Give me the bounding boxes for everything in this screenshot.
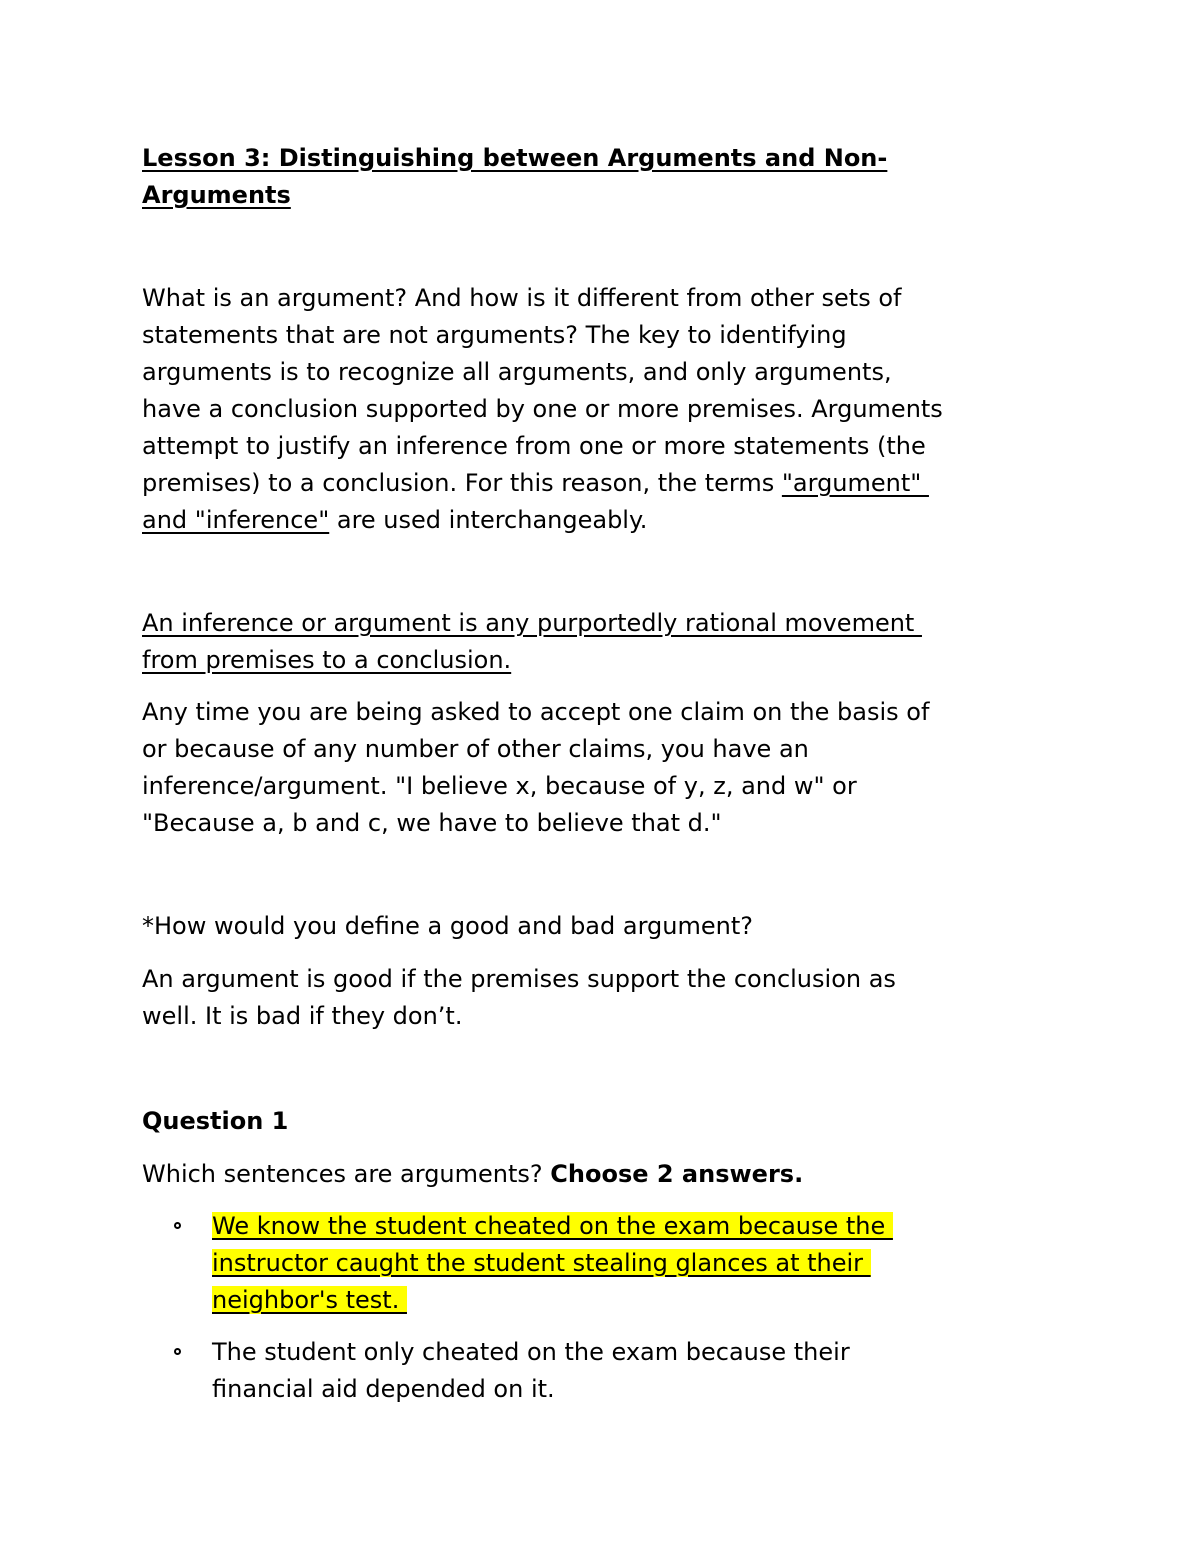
paragraph-line: What is an argument? And how is it different from other sets of bbox=[142, 284, 902, 312]
paragraph-line: attempt to justify an inference from one or more statements (the bbox=[142, 432, 926, 460]
question-text: *How would you define a good and bad argument? bbox=[142, 912, 753, 940]
prompt-line bbox=[142, 1156, 1072, 1193]
question-number: Question 1 bbox=[142, 1107, 289, 1135]
paragraph-line: Any time you are being asked to accept one claim on the basis of bbox=[142, 698, 930, 726]
highlighted-line: neighbor's test. bbox=[212, 1286, 407, 1314]
title-line: Arguments bbox=[142, 181, 291, 209]
line-text: premises) to a conclusion. For this reason, the terms bbox=[142, 469, 782, 497]
answer-line: An argument is good if the premises support the conclusion as bbox=[142, 965, 896, 993]
prompt-instruction: Choose 2 answers. bbox=[550, 1160, 804, 1188]
option-bullet-icon bbox=[174, 1222, 181, 1229]
option-line: The student only cheated on the exam because their bbox=[212, 1338, 850, 1366]
title-line: Lesson 3: Distinguishing between Arguments and Non- bbox=[142, 144, 888, 172]
prompt-text: Which sentences are arguments? bbox=[142, 1160, 551, 1188]
option-text bbox=[212, 1208, 1072, 1319]
highlighted-line: instructor caught the student stealing glances at their bbox=[212, 1249, 871, 1277]
paragraph-line bbox=[142, 502, 1072, 539]
paragraph-line: arguments is to recognize all arguments, and only arguments, bbox=[142, 358, 892, 386]
highlighted-line: We know the student cheated on the exam because the bbox=[212, 1212, 893, 1240]
definition-paragraph bbox=[142, 605, 1072, 679]
option-line: financial aid depended on it. bbox=[212, 1375, 555, 1403]
discussion-answer bbox=[142, 961, 1072, 1035]
paragraph-line: have a conclusion supported by one or more premises. Arguments bbox=[142, 395, 943, 423]
explanation-paragraph bbox=[142, 694, 1072, 842]
paragraph-line: or because of any number of other claims, you have an bbox=[142, 735, 809, 763]
underlined-term: "argument" bbox=[781, 469, 929, 497]
option-bullet-icon bbox=[174, 1348, 181, 1355]
question-prompt bbox=[142, 1156, 1072, 1193]
paragraph-line: "Because a, b and c, we have to believe that d." bbox=[142, 809, 722, 837]
definition-line: from premises to a conclusion. bbox=[142, 646, 512, 674]
answer-option-1[interactable] bbox=[142, 1208, 1072, 1319]
paragraph-line: inference/argument. "I believe x, because of y, z, and w" or bbox=[142, 772, 857, 800]
paragraph-line bbox=[142, 465, 1072, 502]
lesson-title bbox=[142, 140, 1072, 214]
discussion-question bbox=[142, 908, 1072, 945]
definition-line: An inference or argument is any purportedly rational movement bbox=[142, 609, 922, 637]
option-text bbox=[212, 1334, 1072, 1408]
underlined-term: and "inference" bbox=[142, 506, 330, 534]
line-text: are used interchangeably. bbox=[329, 506, 648, 534]
answer-option-2[interactable] bbox=[142, 1334, 1072, 1408]
intro-paragraph bbox=[142, 280, 1072, 539]
answer-line: well. It is bad if they don’t. bbox=[142, 1002, 463, 1030]
paragraph-line: statements that are not arguments? The key to identifying bbox=[142, 321, 847, 349]
question-heading bbox=[142, 1103, 1072, 1140]
